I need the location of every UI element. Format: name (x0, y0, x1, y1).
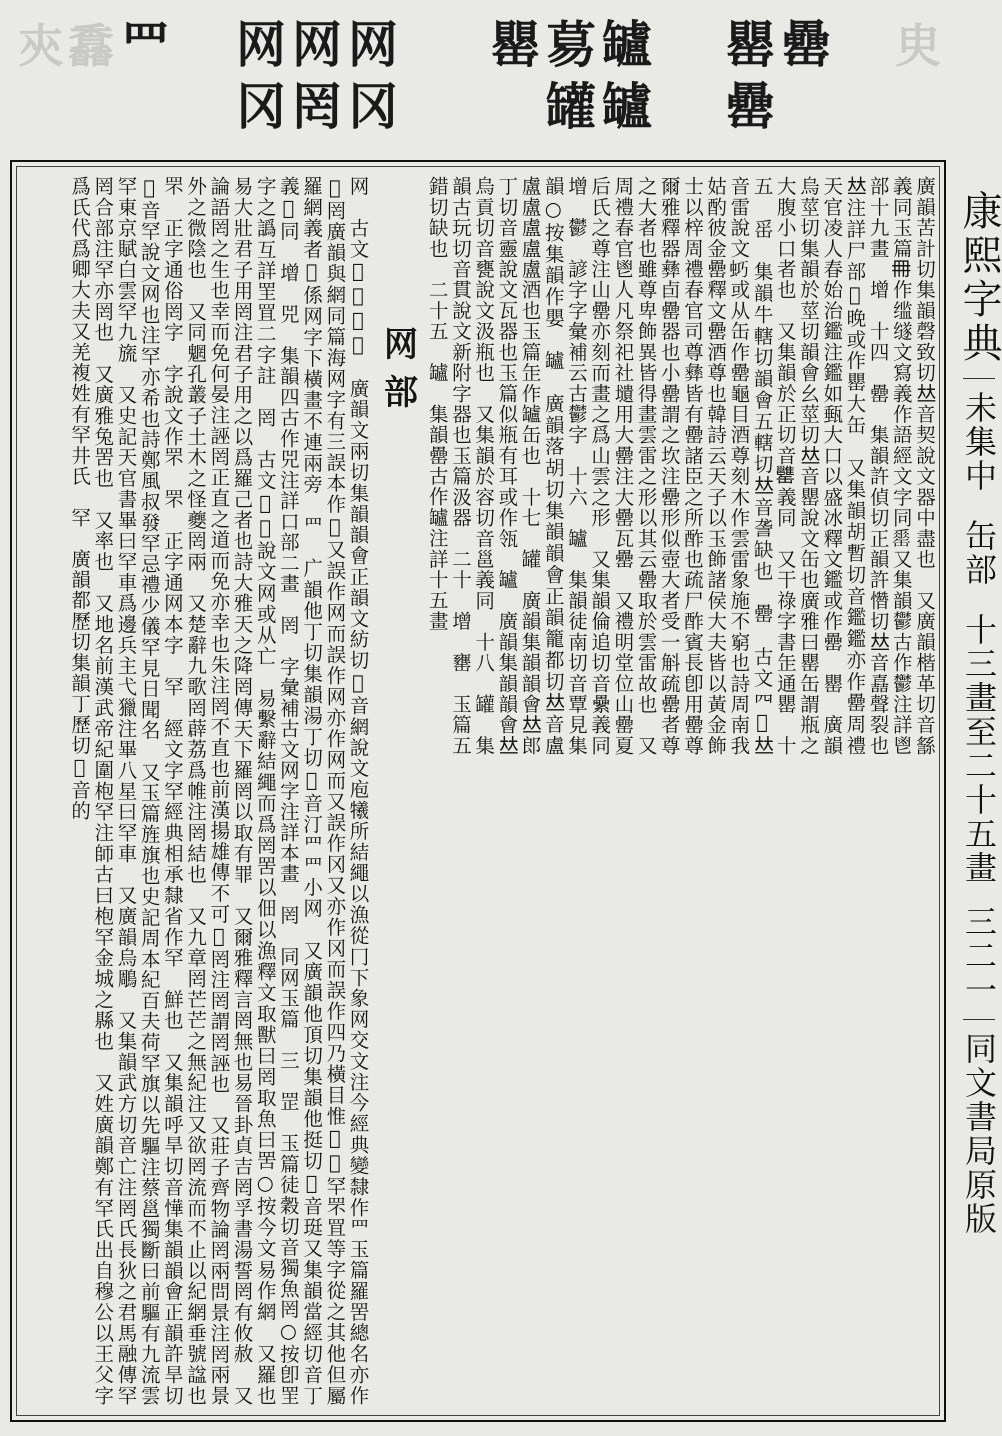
seal-character: 网 (236, 15, 286, 74)
seal-character: 罌 (725, 15, 775, 74)
seal-column (781, 14, 831, 138)
seal-column (602, 14, 652, 138)
seal-column (120, 14, 170, 138)
seal-character: 罏 (602, 15, 652, 74)
seal-character: 罒 (120, 15, 170, 74)
seal-group-vessel (490, 14, 652, 138)
seal-column (725, 14, 775, 138)
seal-character: 罐 (546, 77, 596, 136)
seal-character: 网 (348, 15, 398, 74)
seal-character: 罍 (781, 15, 831, 74)
bleed-through-characters-left: 㚒馫 (18, 19, 118, 73)
seal-script-band (0, 0, 1000, 165)
seal-group-lei (725, 14, 831, 138)
seal-column (348, 14, 398, 138)
seal-column (546, 14, 596, 138)
publisher-label: 同文書局原版 (960, 1032, 998, 1236)
entries-lower: 网 古文𦉲𦉳𦉴𦉵 廣韻文兩切集韻韻會正韻文紡切𠀤音網說文庖犧所結繩以漁從冂下象网交文注今經典變隸作罒玉篇羅罟總名亦作𦉸罔廣韻與網同篇海网字有三誤本作𦉵又誤作网而誤作网亦作网而又誤作冈又亦作冈而誤作四乃橫目惟𦉶𦉸罕罘罝等字從之其他但屬羅網義者𠀤係网字下橫畫不連兩旁 罒 广韻他丁切集韻湯丁切𠀤音汀罒罒小网 又廣韻他頂切集韻他挺切𠀤音珽又集韻當經切音丁義𠀤同 增 兕 集韻四古作兕注詳口部二畫 罔 字彙補古文网字注詳本畫 罔 同网玉篇 三 罡 玉篇徒穀切音獨魚罔○按卽罜字之譌互詳罜罝二字註 罔 古文𠕁𠕂說文网或从亡 易繫辭結繩而爲罔罟以佃以漁釋文取獸曰罔取魚曰罟○按今文易作網 又羅也易大壯君子用罔注君子用之以爲羅己者也詩大雅天之降罔傳天下羅罔以取有罪 又爾雅釋言罔無也易晉卦貞吉罔孚書湯誓罔有攸赦 又論語罔之生也幸而免何晏注誣罔正直之道而免亦幸也朱注罔不直也前漢揚雄傳不可𦉼罔注罔謂罔誣也 又莊子齊物論罔兩問景注罔兩景外之微陰也 又同魍孔叢子土木之怪夔罔兩 又楚辭九歌罔薜荔爲帷注罔結也 又九章罔芒芒之無紀注又欲罔流而不止以紀網垂號諡也 罘 正字通俗罔字 字說文作罘 罘 正字通网本字 罕 經文字罕經典相承隸省作罕 鮮也 又集韻呼旱切音㦊集韻韻會正韻許旱切𠀤音罕說文网也注罕亦希也詩鄭風叔發罕忌禮少儀罕見日聞名 又玉篇旌旗也史記周本紀百夫荷罕旗以先驅注蔡邕獨斷曰前驅有九流雲罕東京賦白雲罕九旒 又史記天官書畢曰罕車爲邊兵主弋獵注畢八星曰罕車 又廣韻烏鵰 又集韻武方切音亡注罔氏長狄之君馬融傳罕罔合部注罕亦罔也 又廣雅兔罟也 又率也 又地名前漢武帝紀圍枹罕注師古曰枹罕金城之縣也 又姓廣韻鄭有罕氏出自穆公以王父字爲氏代爲卿大夫又羌複姓有罕井氏 罕 廣韻都歷切集韻丁歷切𠀤音的 (68, 176, 370, 1427)
volume-label: 未集中 (960, 391, 998, 493)
bleed-through-characters-right: 㬰 (895, 19, 945, 73)
seal-character: 罍 (725, 77, 775, 136)
seal-character: 冈 (348, 77, 398, 136)
seal-group-net (120, 14, 398, 138)
seal-character: 冈 (236, 77, 286, 136)
section-heading-wrap (370, 176, 426, 1410)
dictionary-text (24, 176, 936, 1427)
page-number: 三二一 (960, 905, 998, 1007)
book-title: 康熙字典 (956, 190, 1002, 366)
radical-label: 缶部 (960, 519, 998, 587)
stroke-range-label: 十三畫至二十五畫 (960, 613, 998, 885)
seal-character: 网 (292, 15, 342, 74)
margin-divider (963, 378, 995, 379)
seal-character: 罌 (490, 15, 540, 74)
margin-divider (963, 1019, 995, 1020)
margin-strip (958, 160, 1000, 1436)
seal-column (490, 14, 540, 138)
entries-upper: 廣韻苦計切集韻磬致切𠀤音契說文器中盡也 又廣韻楷革切音䌛義同玉篇𠕋作䍀䍁文寫義作語經文字同𦉈又集韻鬱古作鬱注詳鬯部十九畫 增 十四 罍 集韻許偵切正韻許㦧切𠀤音嚞聲裂也𠀤注詳尸部𦉊晚或作罌大缶 又集韻胡暫切音鑑鑑亦作罍周禮天官凌人春始治鑑注鑑如甀大口以盛冰釋文鑑或作罍 罌 廣韻烏莖切集韻於莖切韻會幺莖切𠀤音罌說文缶也廣雅曰罌缶謂瓶之大腹小口者也 又集韻於正切音𦉥義同 又干祿字書𦈢通罌 十五 䍃 集韻牛轄切韻會五轄切𠀤音詟缺也 罍 古文𦉪𦉛𠀤音雷說文𧊌或从缶作罍龜目酒尊刻木作雲雷象施不窮也詩周南我姑酌彼金罍釋文罍酒尊也韓詩云天子以玉飾諸侯大夫皆以黃金飾士以梓周禮春官司尊彝皆有罍諸臣之所酢也疏尸酢賓長卽用罍尊爾雅釋器彝卣罍器也小罍謂之坎注罍形似壺大者受一斛疏罍者尊之大者也雖尊卑飾異皆得畫雲雷之形以其云罍取於雲雷故也 又周禮春官鬯人凡祭祀社壝用大罍注大罍瓦罍 又禮明堂位山罍夏后氏之尊注山罍亦刻而畫之爲山雲之形 又集韻倫追切音纍義同 增 鬱 諺字字彙補云古鬱字 十六 罏 集韻徒南切音覃見集韻○按集韻作嬰 罏 廣韻落胡切集韻韻會正韻籠都切𠀤音盧盧盧盧盧盧酒也玉篇𦈢作罏缶也 十七 罐 廣韻集韻韻會𠀤郎丁切音靈說文瓦器也玉篇似瓶有耳或作瓴 罏 廣韻集韻韻會𠀤烏貢切音甕說文汲瓶也 又集韻於容切音邕義同 十八 罐 集韻古玩切音貫說文新附字器也玉篇汲器 二十 增 罋 玉篇五錯切缺也 二十五 罏 集韻罍古作罏注詳十五畫 (425, 176, 936, 777)
text-frame (10, 160, 946, 1427)
seal-column (292, 14, 342, 138)
radical-heading: 网部 (377, 326, 418, 422)
seal-character: 罏 (602, 77, 652, 136)
seal-column (236, 14, 286, 138)
seal-character: 䓪 (546, 15, 596, 74)
seal-character: 罔 (292, 77, 342, 136)
